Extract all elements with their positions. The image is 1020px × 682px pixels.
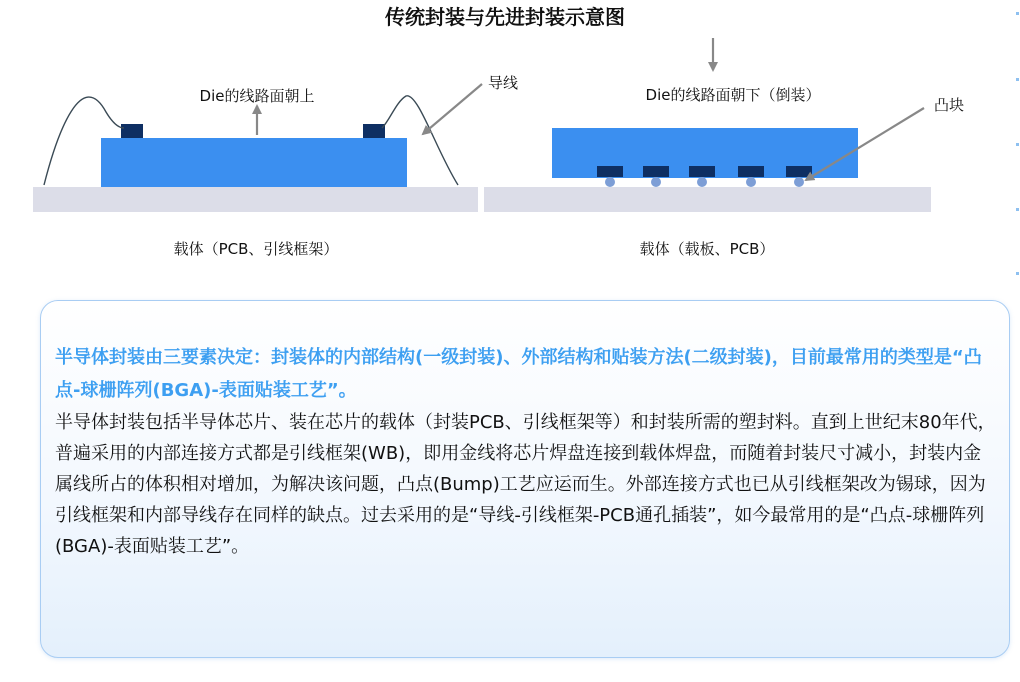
left-circuit-label: Die的线路面朝上 (199, 87, 315, 105)
caption-highlight: 半导体封装由三要素决定：封装体的内部结构(一级封装)、外部结构和贴装方法(二级封装)，目前最常用的类型是“凸点-球栅阵列(BGA)-表面贴装工艺”。 (55, 347, 982, 401)
flip-pad-5 (786, 166, 812, 177)
flip-pad-3 (689, 166, 715, 177)
caption-box (40, 300, 1010, 658)
bump-2 (651, 177, 661, 187)
left-die (101, 138, 407, 187)
bump-label: 凸块 (934, 96, 965, 114)
edge-ticks (1016, 12, 1019, 275)
traditional-package (33, 74, 518, 258)
flip-pad-4 (738, 166, 764, 177)
left-carrier-label: 载体（PCB、引线框架） (173, 240, 339, 258)
packaging-diagram (0, 0, 1020, 290)
advanced-package (484, 38, 964, 258)
diagram-title: 传统封装与先进封装示意图 (385, 5, 625, 29)
edge-tick (1016, 272, 1019, 275)
right-circuit-label: Die的线路面朝下（倒装） (645, 86, 821, 104)
flip-pad-1 (597, 166, 623, 177)
right-substrate (484, 187, 931, 212)
left-pad-2 (363, 124, 385, 138)
wire-pointer-arrow (423, 84, 482, 134)
left-substrate (33, 187, 478, 212)
bump-1 (605, 177, 615, 187)
bump-4 (746, 177, 756, 187)
caption-body: 半导体封装包括半导体芯片、装在芯片的载体（封装PCB、引线框架等）和封装所需的塑封料。直到上世纪末80年代，普遍采用的内部连接方式都是引线框架(WB)，即用金线将芯片焊盘连接到载体焊盘，而随着封装尺寸减小，封装内金属线所占的体积相对增加，为解决该问题，凸点(Bump)工艺应运而生。外部连接方式也已从引线框架改为锡球，因为引线框架和内部导线存在同样的缺点。过去采用的是“导线-引线框架-PCB通孔插装”，如今最常用的是“凸点-球栅阵列(BGA)-表面贴装工艺”。 (55, 412, 996, 557)
bump-3 (697, 177, 707, 187)
bump-5 (794, 177, 804, 187)
edge-tick (1016, 78, 1019, 81)
right-carrier-label: 载体（载板、PCB） (639, 240, 775, 258)
edge-tick (1016, 208, 1019, 211)
left-pad-1 (121, 124, 143, 138)
flip-pad-2 (643, 166, 669, 177)
edge-tick (1016, 12, 1019, 15)
wire-label: 导线 (488, 74, 519, 92)
edge-tick (1016, 143, 1019, 146)
